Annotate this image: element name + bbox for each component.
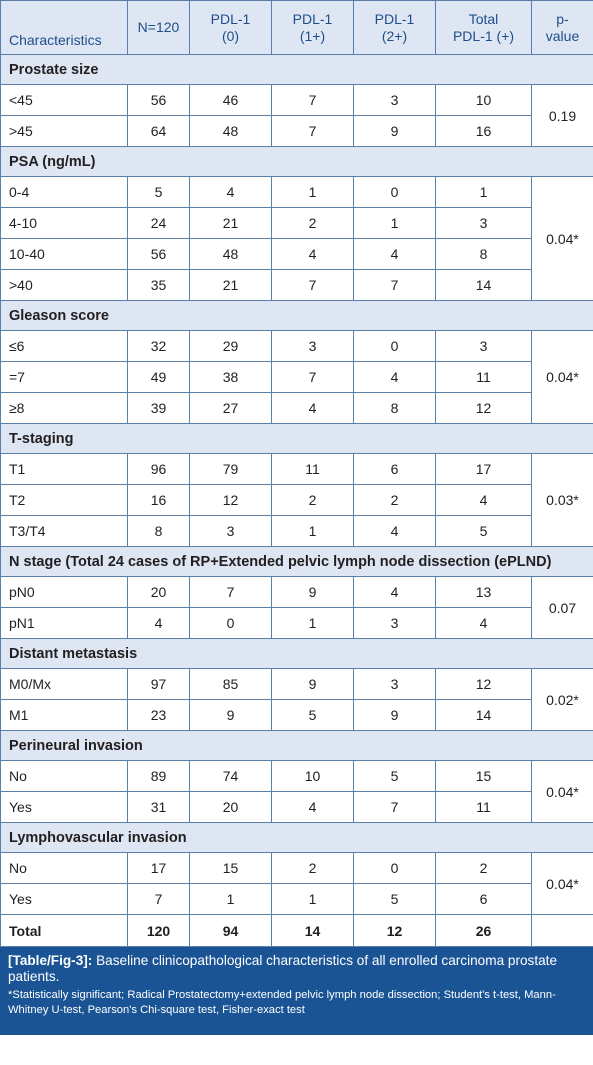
- table-cell: 5: [272, 700, 354, 731]
- row-label: M1: [1, 700, 128, 731]
- table-cell: 0: [190, 608, 272, 639]
- table-cell: 6: [354, 454, 436, 485]
- table-cell: 10: [272, 761, 354, 792]
- table-cell: 4: [354, 577, 436, 608]
- row-label: Yes: [1, 884, 128, 915]
- table-cell: 11: [436, 362, 532, 393]
- caption-label: [Table/Fig-3]:: [8, 953, 93, 968]
- header-row: [1, 1, 593, 55]
- table-cell: 4: [272, 393, 354, 424]
- table-cell: 8: [436, 239, 532, 270]
- total-label: Total: [1, 915, 128, 947]
- table-cell: 4: [190, 177, 272, 208]
- row-label: pN0: [1, 577, 128, 608]
- table-cell: 7: [354, 792, 436, 823]
- table-cell: 3: [436, 208, 532, 239]
- row-label: No: [1, 853, 128, 884]
- p-value-cell: 0.04*: [532, 331, 593, 424]
- row-label: 4-10: [1, 208, 128, 239]
- total-cell: [532, 915, 593, 947]
- table-cell: 35: [128, 270, 190, 301]
- table-row: [1, 270, 593, 301]
- table-cell: 3: [354, 608, 436, 639]
- row-label: T2: [1, 485, 128, 516]
- section-title: T-staging: [1, 424, 593, 454]
- column-header: PDL-1 (1+): [272, 1, 354, 55]
- table-cell: 2: [272, 853, 354, 884]
- total-cell: 26: [436, 915, 532, 947]
- row-label: No: [1, 761, 128, 792]
- table-cell: 0: [354, 853, 436, 884]
- p-value-cell: 0.03*: [532, 454, 593, 547]
- table-cell: 5: [354, 761, 436, 792]
- table-cell: 64: [128, 116, 190, 147]
- table-cell: 89: [128, 761, 190, 792]
- table-cell: 48: [190, 239, 272, 270]
- table-cell: 1: [272, 177, 354, 208]
- table-cell: 17: [128, 853, 190, 884]
- section-title: PSA (ng/mL): [1, 147, 593, 177]
- table-cell: 1: [190, 884, 272, 915]
- table-cell: 79: [190, 454, 272, 485]
- table-row: [1, 362, 593, 393]
- section-header-row: [1, 301, 593, 331]
- section-title: Prostate size: [1, 55, 593, 85]
- column-header: Characteristics: [1, 1, 128, 55]
- table-cell: 0: [354, 177, 436, 208]
- p-value-cell: 0.02*: [532, 669, 593, 731]
- column-header: p- value: [532, 1, 593, 55]
- table-cell: 9: [354, 700, 436, 731]
- table-cell: 27: [190, 393, 272, 424]
- table-row: [1, 884, 593, 915]
- table-cell: 7: [354, 270, 436, 301]
- table-row: [1, 208, 593, 239]
- caption-footnote: *Statistically significant; Radical Prostatectomy+extended pelvic lymph node dissection; Student's t-test, Mann-Whitney U-test, Pearson's Chi-square test, Fisher-exact test: [8, 989, 556, 1016]
- table-cell: 56: [128, 239, 190, 270]
- p-value-cell: 0.04*: [532, 761, 593, 823]
- section-header-row: [1, 147, 593, 177]
- table-row: [1, 239, 593, 270]
- table-cell: 97: [128, 669, 190, 700]
- table-row: [1, 669, 593, 700]
- table-cell: 3: [354, 85, 436, 116]
- table-cell: 56: [128, 85, 190, 116]
- table-cell: 1: [272, 516, 354, 547]
- table-cell: 21: [190, 270, 272, 301]
- row-label: M0/Mx: [1, 669, 128, 700]
- p-value-cell: 0.04*: [532, 177, 593, 301]
- table-row: [1, 331, 593, 362]
- caption-text: Baseline clinicopathological characteristics of all enrolled carcinoma prostate patients.: [8, 953, 558, 984]
- table-cell: 14: [436, 270, 532, 301]
- p-value-cell: 0.04*: [532, 853, 593, 915]
- table-cell: 7: [272, 85, 354, 116]
- column-header: Total PDL-1 (+): [436, 1, 532, 55]
- row-label: 0-4: [1, 177, 128, 208]
- table-cell: 2: [272, 208, 354, 239]
- table-cell: 8: [128, 516, 190, 547]
- table-cell: 85: [190, 669, 272, 700]
- table-row: [1, 608, 593, 639]
- table-cell: 3: [436, 331, 532, 362]
- section-title: N stage (Total 24 cases of RP+Extended pelvic lymph node dissection (ePLND): [1, 547, 593, 577]
- table-cell: 6: [436, 884, 532, 915]
- table-row: [1, 700, 593, 731]
- p-value-cell: 0.07: [532, 577, 593, 639]
- table-cell: 3: [190, 516, 272, 547]
- table-cell: 4: [354, 516, 436, 547]
- table-row: [1, 454, 593, 485]
- section-title: Lymphovascular invasion: [1, 823, 593, 853]
- column-header: PDL-1 (2+): [354, 1, 436, 55]
- section-header-row: [1, 547, 593, 577]
- table-row: [1, 177, 593, 208]
- p-value-cell: 0.19: [532, 85, 593, 147]
- table-cell: 46: [190, 85, 272, 116]
- row-label: pN1: [1, 608, 128, 639]
- table-cell: 21: [190, 208, 272, 239]
- table-cell: 4: [272, 239, 354, 270]
- section-title: Distant metastasis: [1, 639, 593, 669]
- table-cell: 2: [436, 853, 532, 884]
- table-cell: 1: [272, 608, 354, 639]
- table-row: [1, 761, 593, 792]
- table-cell: 11: [436, 792, 532, 823]
- table-cell: 74: [190, 761, 272, 792]
- table-cell: 49: [128, 362, 190, 393]
- table-cell: 4: [436, 608, 532, 639]
- section-title: Perineural invasion: [1, 731, 593, 761]
- table-cell: 20: [128, 577, 190, 608]
- table-row: [1, 516, 593, 547]
- caption-title: [8, 953, 585, 985]
- table-cell: 7: [128, 884, 190, 915]
- row-label: Yes: [1, 792, 128, 823]
- column-header: PDL-1 (0): [190, 1, 272, 55]
- table-cell: 3: [272, 331, 354, 362]
- table-cell: 4: [354, 239, 436, 270]
- table-cell: 9: [354, 116, 436, 147]
- table-cell: 0: [354, 331, 436, 362]
- table-cell: 1: [272, 884, 354, 915]
- section-header-row: [1, 55, 593, 85]
- table-cell: 11: [272, 454, 354, 485]
- table-cell: 5: [128, 177, 190, 208]
- section-header-row: [1, 639, 593, 669]
- total-cell: 94: [190, 915, 272, 947]
- table-cell: 5: [354, 884, 436, 915]
- row-label: 10-40: [1, 239, 128, 270]
- table-cell: 12: [436, 393, 532, 424]
- table-cell: 29: [190, 331, 272, 362]
- table-cell: 10: [436, 85, 532, 116]
- table-cell: 1: [354, 208, 436, 239]
- table-cell: 7: [190, 577, 272, 608]
- table-cell: 14: [436, 700, 532, 731]
- row-label: =7: [1, 362, 128, 393]
- section-title: Gleason score: [1, 301, 593, 331]
- table-cell: 16: [128, 485, 190, 516]
- table-row: [1, 577, 593, 608]
- total-cell: 14: [272, 915, 354, 947]
- table-cell: 4: [128, 608, 190, 639]
- table-cell: 20: [190, 792, 272, 823]
- table-cell: 7: [272, 116, 354, 147]
- table-cell: 4: [436, 485, 532, 516]
- table-cell: 7: [272, 362, 354, 393]
- table-cell: 15: [436, 761, 532, 792]
- table-cell: 38: [190, 362, 272, 393]
- table-row: [1, 116, 593, 147]
- table-cell: 96: [128, 454, 190, 485]
- row-label: >40: [1, 270, 128, 301]
- table-cell: 12: [436, 669, 532, 700]
- section-header-row: [1, 731, 593, 761]
- table-caption: [0, 947, 593, 1035]
- table-cell: 9: [190, 700, 272, 731]
- table-cell: 2: [354, 485, 436, 516]
- table-cell: 8: [354, 393, 436, 424]
- table-cell: 9: [272, 577, 354, 608]
- row-label: ≤6: [1, 331, 128, 362]
- table-cell: 23: [128, 700, 190, 731]
- table-cell: 48: [190, 116, 272, 147]
- table-row: [1, 485, 593, 516]
- table-cell: 17: [436, 454, 532, 485]
- total-cell: 12: [354, 915, 436, 947]
- section-header-row: [1, 424, 593, 454]
- table-row: [1, 792, 593, 823]
- table-cell: 1: [436, 177, 532, 208]
- table-cell: 4: [272, 792, 354, 823]
- row-label: <45: [1, 85, 128, 116]
- table-cell: 39: [128, 393, 190, 424]
- table-cell: 31: [128, 792, 190, 823]
- table-cell: 2: [272, 485, 354, 516]
- table-row: [1, 853, 593, 884]
- table-cell: 4: [354, 362, 436, 393]
- section-header-row: [1, 823, 593, 853]
- table-row: [1, 85, 593, 116]
- column-header: N=120: [128, 1, 190, 55]
- table-cell: 32: [128, 331, 190, 362]
- row-label: ≥8: [1, 393, 128, 424]
- total-row: [1, 915, 593, 947]
- table-cell: 13: [436, 577, 532, 608]
- table-cell: 15: [190, 853, 272, 884]
- table-cell: 3: [354, 669, 436, 700]
- row-label: >45: [1, 116, 128, 147]
- table-cell: 16: [436, 116, 532, 147]
- table-cell: 9: [272, 669, 354, 700]
- table-body: [1, 55, 593, 947]
- row-label: T1: [1, 454, 128, 485]
- row-label: T3/T4: [1, 516, 128, 547]
- table-cell: 12: [190, 485, 272, 516]
- table-row: [1, 393, 593, 424]
- total-cell: 120: [128, 915, 190, 947]
- table-cell: 7: [272, 270, 354, 301]
- table-cell: 5: [436, 516, 532, 547]
- table-cell: 24: [128, 208, 190, 239]
